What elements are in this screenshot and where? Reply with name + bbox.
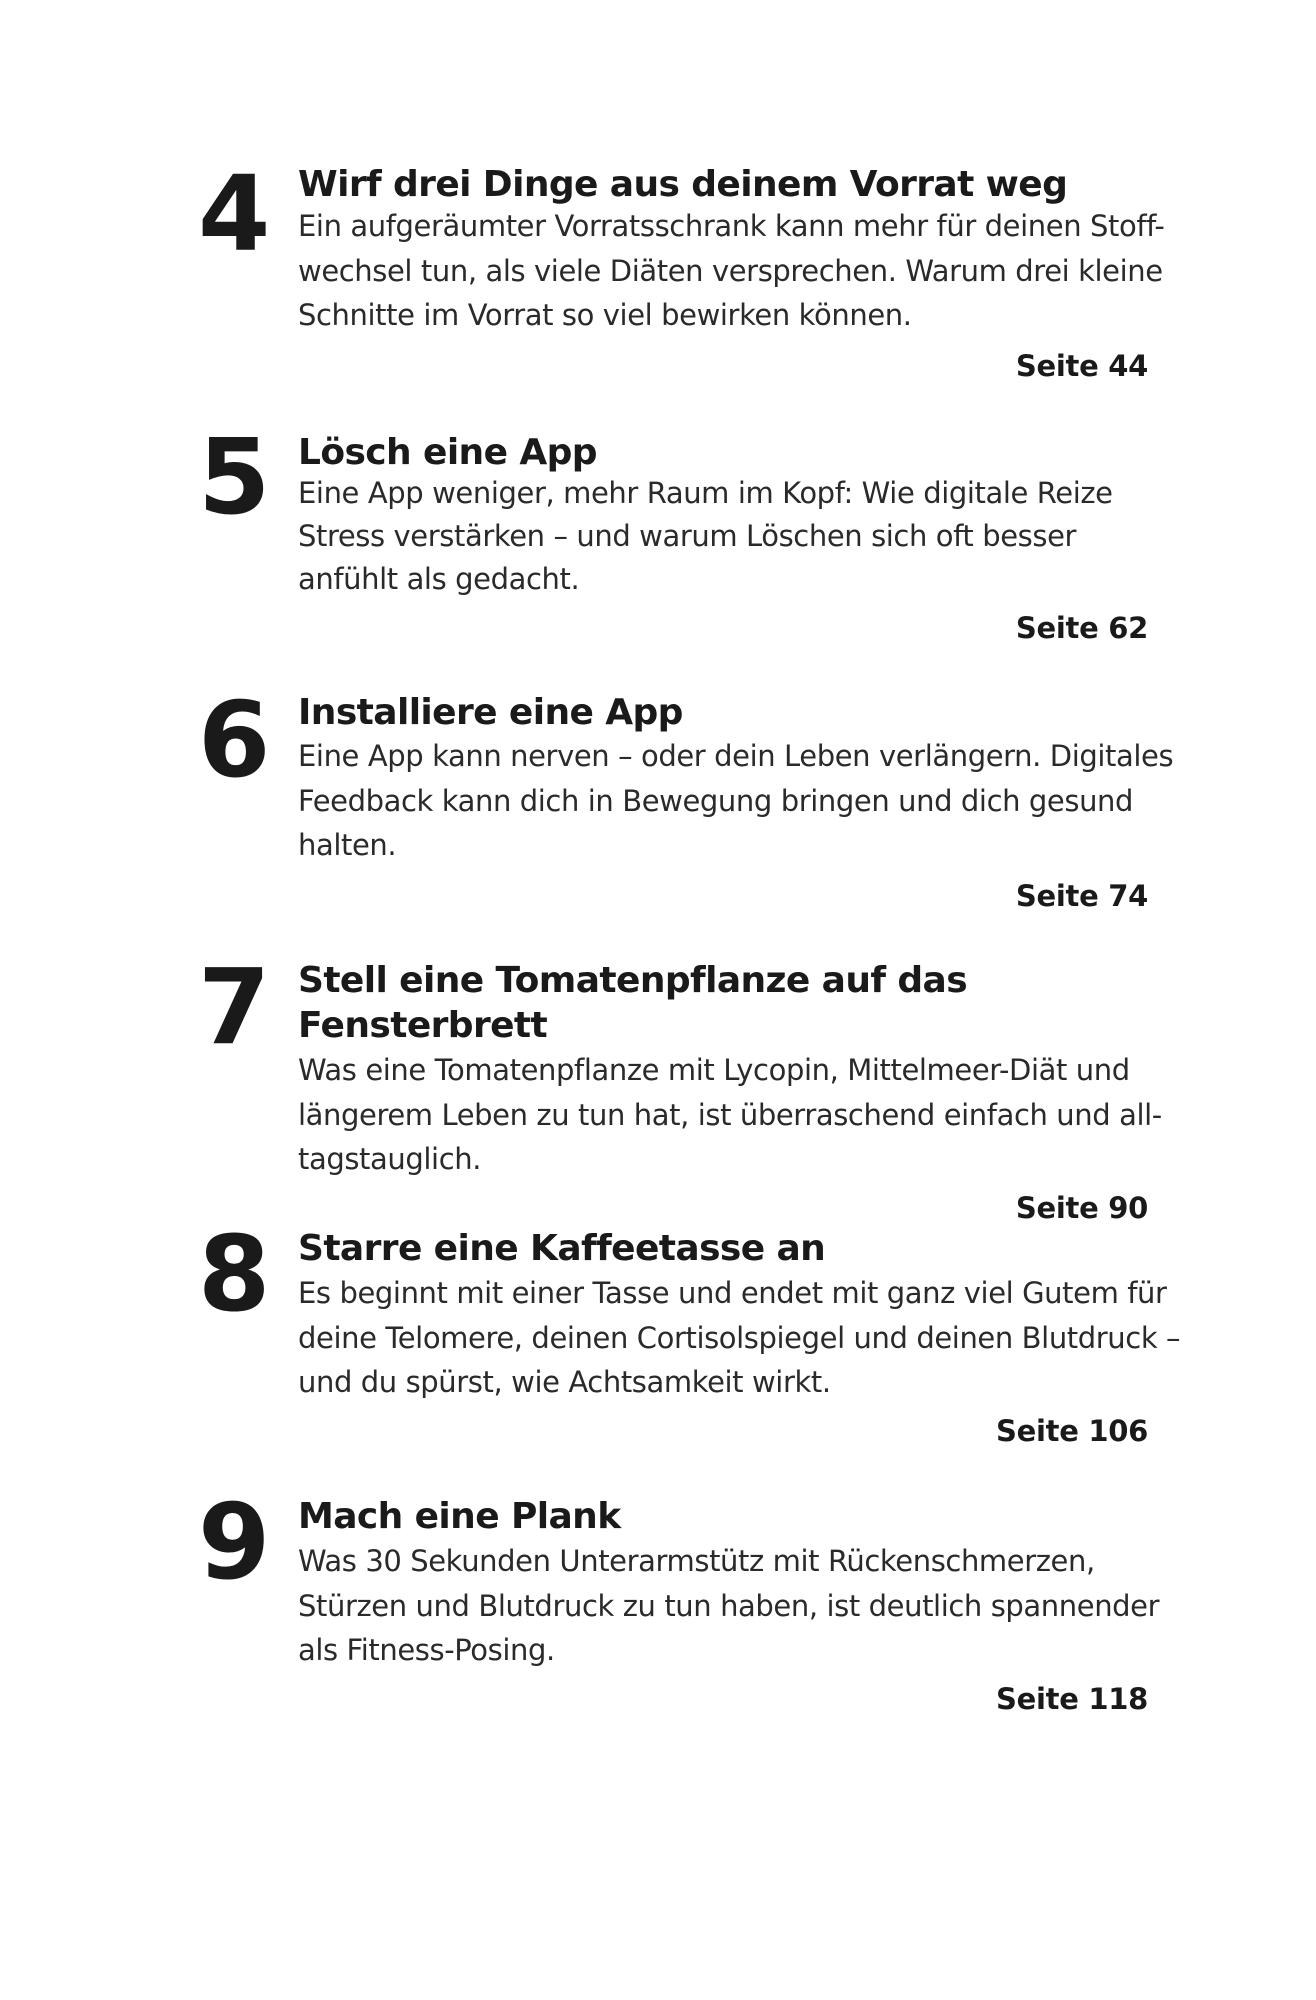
chapter-title[interactable]: [298, 690, 1148, 735]
chapter-number: 8: [198, 1213, 269, 1335]
description-line: längerem Leben zu tun hat, ist überraschend einfach und all-: [298, 1097, 1162, 1132]
description-line: Was 30 Sekunden Unterarmstütz mit Rückenschmerzen,: [298, 1544, 1095, 1578]
description-line: Feedback kann dich in Bewegung bringen und dich gesund: [298, 783, 1134, 818]
chapter-description: [298, 204, 1165, 338]
description-line: Stürzen und Blutdruck zu tun haben, ist deutlich spannender: [298, 1588, 1160, 1623]
chapter-title-line: Starre eine Kaffeetasse an: [298, 1228, 826, 1269]
chapter-title-line: Stell eine Tomatenpflanze auf das: [298, 960, 968, 1001]
chapter-title-line: Fensterbrett: [298, 1005, 548, 1046]
description-line: Eine App kann nerven – oder dein Leben verlängern. Digitales: [298, 739, 1174, 773]
chapter-title[interactable]: [298, 430, 1148, 475]
chapter-title-line: Wirf drei Dinge aus deinem Vorrat weg: [298, 164, 1068, 205]
page-reference[interactable]: Seite 90: [1015, 1191, 1148, 1225]
description-line: tagstauglich.: [298, 1142, 482, 1176]
chapter-description: [298, 734, 1174, 868]
chapter-title[interactable]: [298, 1226, 1148, 1271]
description-line: und du spürst, wie Achtsamkeit wirkt.: [298, 1365, 831, 1399]
page-reference[interactable]: Seite 118: [996, 1682, 1148, 1716]
chapter-title[interactable]: [298, 1494, 1148, 1539]
description-line: halten.: [298, 828, 397, 862]
page-reference[interactable]: Seite 44: [1015, 349, 1148, 383]
page-reference[interactable]: Seite 62: [1015, 611, 1148, 645]
description-line: als Fitness-Posing.: [298, 1633, 555, 1667]
chapter-number: 9: [198, 1481, 269, 1603]
description-line: Es beginnt mit einer Tasse und endet mit ganz viel Gutem für: [298, 1276, 1167, 1310]
description-line: Schnitte im Vorrat so viel bewirken können.: [298, 298, 912, 332]
description-line: Ein aufgeräumter Vorratsschrank kann mehr für deinen Stoff-: [298, 209, 1165, 243]
chapter-number: 4: [198, 153, 269, 275]
page-reference[interactable]: Seite 106: [996, 1414, 1148, 1448]
chapter-description: [298, 1048, 1162, 1182]
chapter-title-line: Lösch eine App: [298, 432, 597, 473]
description-line: deine Telomere, deinen Cortisolspiegel und deinen Blutdruck –: [298, 1320, 1181, 1355]
chapter-title-line: Mach eine Plank: [298, 1496, 621, 1537]
chapter-description: [298, 472, 1148, 601]
chapter-title[interactable]: [298, 958, 1148, 1048]
chapter-description: [298, 1539, 1160, 1673]
chapter-description: [298, 1271, 1181, 1405]
chapter-title-line: Installiere eine App: [298, 692, 683, 733]
description-line: wechsel tun, als viele Diäten versprechen. Warum drei kleine: [298, 253, 1163, 288]
chapter-number: 6: [198, 679, 269, 801]
description-line: Eine App weniger, mehr Raum im Kopf: Wie digitale Reize: [298, 476, 1113, 510]
description-line: Stress verstärken – und warum Löschen sich oft besser: [298, 519, 1077, 553]
description-line: Was eine Tomatenpflanze mit Lycopin, Mittelmeer-Diät und: [298, 1053, 1130, 1087]
chapter-number: 7: [198, 946, 269, 1068]
chapter-number: 5: [198, 416, 269, 538]
chapter-title[interactable]: [298, 162, 1148, 207]
page-reference[interactable]: Seite 74: [1015, 879, 1148, 913]
description-line: anfühlt als gedacht.: [298, 562, 580, 596]
